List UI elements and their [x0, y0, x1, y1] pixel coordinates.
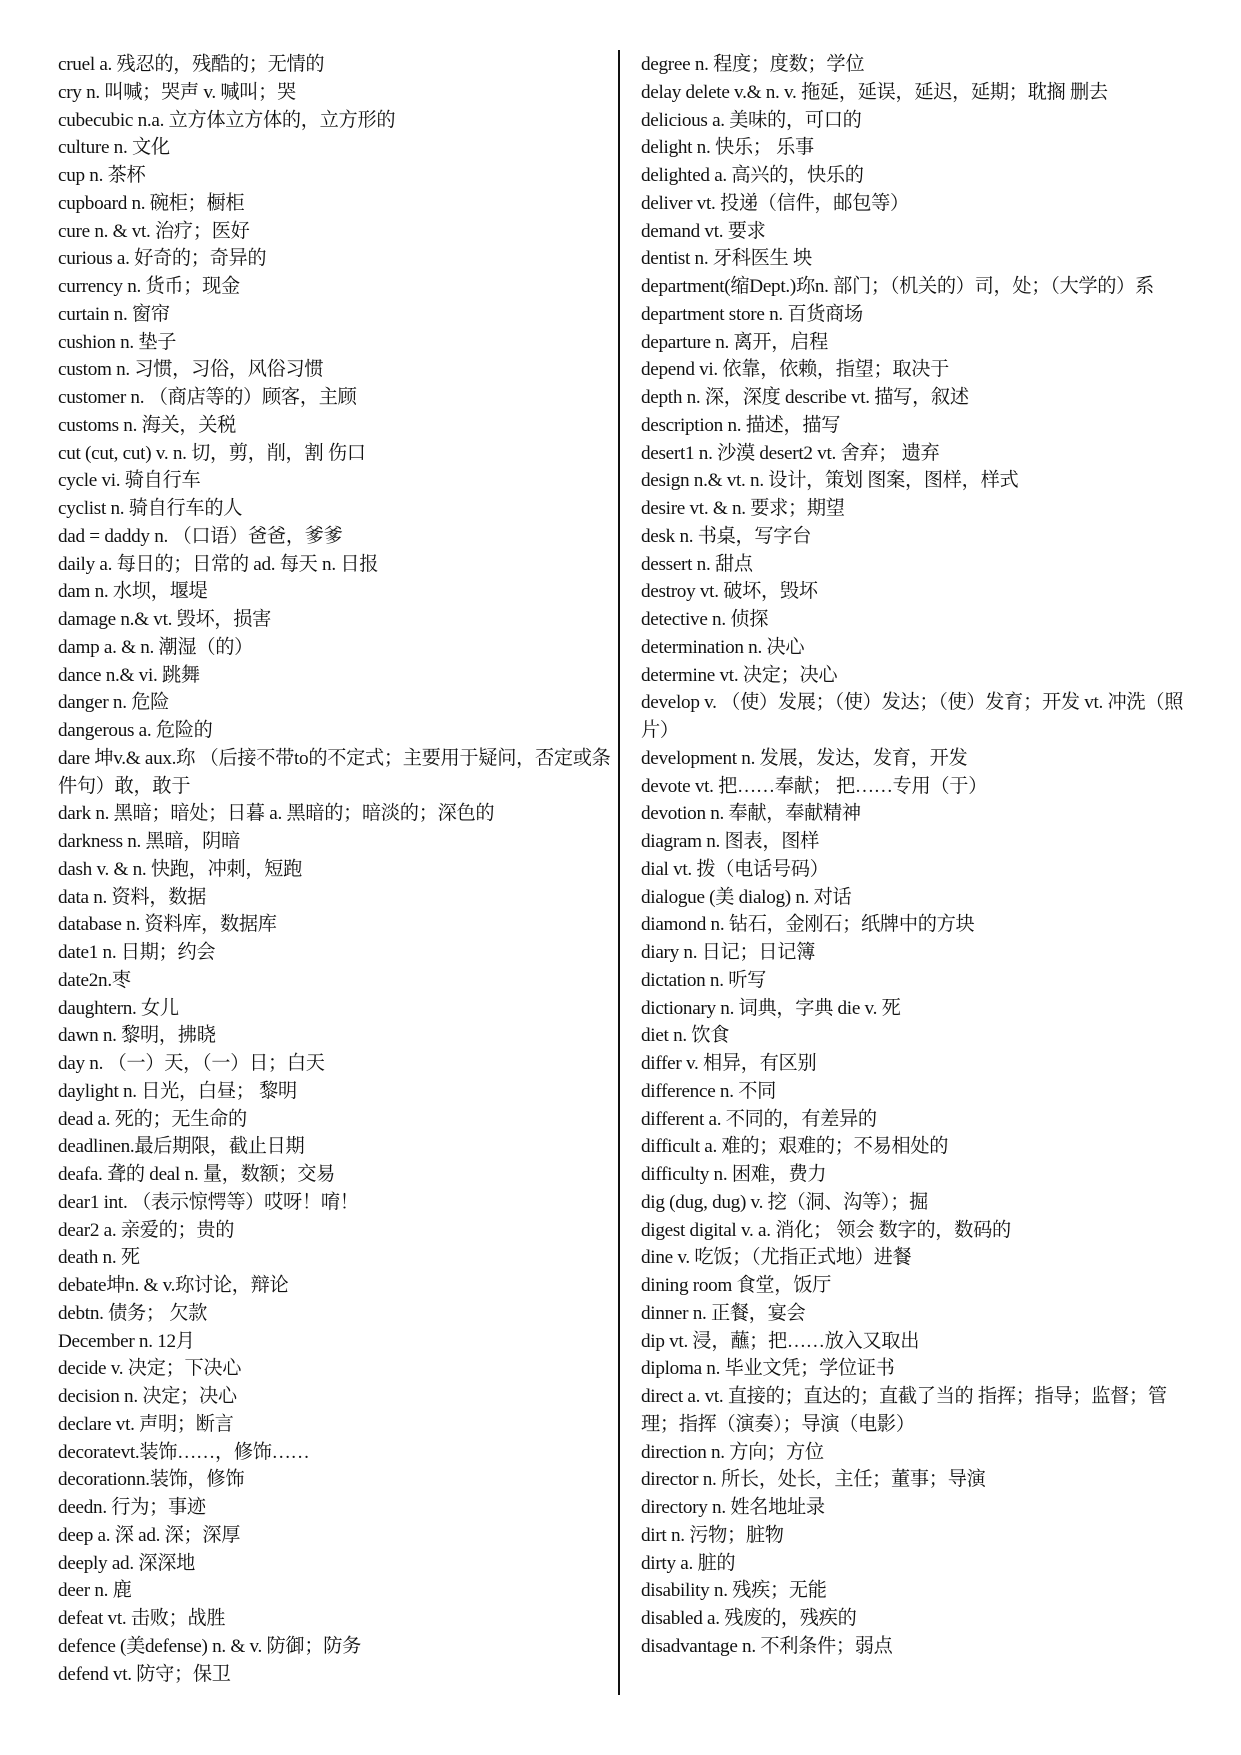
- vocab-entry: deliver vt. 投递（信件，邮包等）: [641, 192, 909, 214]
- vocab-entry: decision n. 决定；决心: [58, 1386, 237, 1407]
- vocab-entry: deeply ad. 深深地: [58, 1552, 196, 1574]
- vocab-entry: dictionary n. 词典，字典 die v. 死: [641, 997, 901, 1019]
- vocab-entry: desk n. 书桌，写字台: [641, 525, 812, 547]
- vocab-entry: determination n. 决心: [641, 636, 805, 658]
- vocab-entry: daughtern. 女儿: [58, 997, 179, 1019]
- vocab-entry: diagram n. 图表，图样: [641, 831, 819, 852]
- vocab-entry: date2n.枣: [58, 969, 131, 991]
- vocab-entry: dawn n. 黎明，拂晓: [58, 1025, 216, 1047]
- vocab-entry: different a. 不同的，有差异的: [641, 1108, 877, 1130]
- right-column: [641, 51, 1201, 1661]
- vocab-entry: cubecubic n.a. 立方体立方体的，立方形的: [58, 109, 396, 131]
- vocab-entry: disabled a. 残废的，残疾的: [641, 1608, 857, 1629]
- vocab-entry: debtn. 债务； 欠款: [58, 1302, 208, 1324]
- vocab-entry: destroy vt. 破坏，毁坏: [641, 581, 818, 603]
- vocab-entry: defence (美defense) n. & v. 防御；防务: [58, 1635, 361, 1657]
- vocab-entry: description n. 描述，描写: [641, 414, 841, 436]
- vocab-entry: dine v. 吃饭；（尤指正式地）进餐: [641, 1247, 912, 1269]
- vocab-entry: devotion n. 奉献，奉献精神: [641, 803, 861, 825]
- vocab-entry: cure n. & vt. 治疗；医好: [58, 220, 250, 242]
- vocab-entry: customer n. （商店等的）顾客，主顾: [58, 387, 357, 408]
- vocab-entry: dark n. 黑暗；暗处；日暮 a. 黑暗的；暗淡的；深色的: [58, 803, 495, 825]
- vocab-entry: database n. 资料库，数据库: [58, 914, 277, 936]
- vocab-entry: deadlinen.最后期限，截止日期: [58, 1136, 305, 1158]
- vocab-entry: detective n. 侦探: [641, 609, 769, 630]
- vocab-entry: daylight n. 日光，白昼； 黎明: [58, 1080, 297, 1102]
- vocab-entry: delicious a. 美味的，可口的: [641, 109, 862, 131]
- vocab-entry: data n. 资料，数据: [58, 886, 206, 908]
- vocab-entry: curtain n. 窗帘: [58, 303, 170, 325]
- vocab-entry: desert1 n. 沙漠 desert2 vt. 舍弃； 遗弃: [641, 442, 940, 464]
- vocab-entry: dirty a. 脏的: [641, 1552, 736, 1574]
- vocab-entry: cyclist n. 骑自行车的人: [58, 498, 243, 519]
- vocab-entry: difficult a. 难的；艰难的；不易相处的: [641, 1136, 949, 1158]
- vocab-entry: diary n. 日记；日记簿: [641, 942, 816, 963]
- vocab-entry: currency n. 货币；现金: [58, 276, 240, 297]
- vocab-entry: customs n. 海关，关税: [58, 414, 237, 436]
- vocab-entry: cycle vi. 骑自行车: [58, 470, 201, 492]
- vocab-entry: cry n. 叫喊；哭声 v. 喊叫；哭: [58, 81, 296, 103]
- vocab-entry: dear1 int. （表示惊愕等）哎呀！唷！: [58, 1191, 359, 1213]
- vocab-entry: dialogue (美 dialog) n. 对话: [641, 886, 852, 908]
- vocab-entry: direction n. 方向；方位: [641, 1441, 824, 1463]
- vocab-entry: departure n. 离开，启程: [641, 331, 828, 353]
- vocab-entry: dear2 a. 亲爱的；贵的: [58, 1219, 235, 1241]
- vocab-entry: dining room 食堂，饭厅: [641, 1275, 831, 1296]
- vocab-entry: diploma n. 毕业文凭；学位证书: [641, 1358, 895, 1380]
- vocab-entry: difference n. 不同: [641, 1080, 776, 1102]
- vocab-entry: cushion n. 垫子: [58, 331, 177, 353]
- vocab-entry: deafa. 聋的 deal n. 量，数额；交易: [58, 1164, 336, 1185]
- vocab-entry: December n. 12月: [58, 1330, 195, 1352]
- vocab-entry: directory n. 姓名地址录: [641, 1497, 825, 1518]
- vocab-entry: dare 坤v.& aux.珎 （后接不带to的不定式；主要用于疑问，否定或条件句）敢，敢于: [58, 747, 611, 797]
- vocab-entry: decoratevt.装饰……，修饰……: [58, 1441, 310, 1463]
- vocab-entry: cupboard n. 碗柜；橱柜: [58, 192, 245, 214]
- vocab-entry: defend vt. 防守；保卫: [58, 1663, 231, 1685]
- vocab-entry: deep a. 深 ad. 深；深厚: [58, 1524, 241, 1546]
- vocab-entry: cut (cut, cut) v. n. 切，剪，削，割 伤口: [58, 442, 366, 464]
- vocab-entry: danger n. 危险: [58, 692, 169, 714]
- vocab-entry: darkness n. 黑暗，阴暗: [58, 831, 240, 852]
- vocab-entry: dentist n. 牙科医生 坱: [641, 248, 812, 270]
- vocab-entry: differ v. 相异，有区别: [641, 1053, 817, 1074]
- vocab-entry: devote vt. 把……奉献； 把……专用（于）: [641, 775, 988, 797]
- vocab-entry: department store n. 百货商场: [641, 303, 863, 325]
- vocab-entry: deer n. 鹿: [58, 1580, 132, 1602]
- vocab-entry: day n. （一）天，（一）日；白天: [58, 1053, 325, 1074]
- vocab-entry: custom n. 习惯，习俗，风俗习惯: [58, 359, 324, 381]
- vocab-entry: decide v. 决定；下决心: [58, 1358, 242, 1380]
- vocab-entry: develop v. （使）发展；（使）发达；（使）发育；开发 vt. 冲洗（照片）: [641, 692, 1184, 741]
- vocab-entry: digest digital v. a. 消化； 领会 数字的，数码的: [641, 1219, 1011, 1241]
- vocab-entry: dictation n. 听写: [641, 969, 766, 991]
- vocab-entry: cruel a. 残忍的，残酷的；无情的: [58, 54, 325, 75]
- vocab-entry: disadvantage n. 不利条件；弱点: [641, 1635, 893, 1657]
- vocab-entry: damp a. & n. 潮湿（的）: [58, 636, 253, 658]
- vocab-entry: dip vt. 浸，蘸；把……放入又取出: [641, 1330, 920, 1352]
- vocab-entry: dinner n. 正餐，宴会: [641, 1302, 806, 1324]
- vocab-entry: design n.& vt. n. 设计，策划 图案，图样，样式: [641, 470, 1019, 492]
- vocab-entry: cup n. 茶杯: [58, 165, 146, 186]
- vocab-entry: degree n. 程度；度数；学位: [641, 54, 865, 75]
- vocab-entry: debate坤n. & v.珎讨论，辩论: [58, 1275, 289, 1296]
- vocab-entry: death n. 死: [58, 1247, 140, 1269]
- vocab-entry: delighted a. 高兴的，快乐的: [641, 165, 864, 186]
- vocab-entry: delay delete v.& n. v. 拖延，延误，延迟，延期；耽搁 删去: [641, 81, 1108, 103]
- vocab-entry: demand vt. 要求: [641, 220, 766, 242]
- vocab-entry: development n. 发展，发达，发育，开发: [641, 747, 968, 769]
- vocab-entry: decorationn.装饰，修饰: [58, 1469, 245, 1491]
- vocab-entry: dessert n. 甜点: [641, 553, 753, 575]
- vocab-entry: dial vt. 拨（电话号码）: [641, 858, 829, 880]
- vocab-entry: depth n. 深，深度 describe vt. 描写，叙述: [641, 387, 969, 408]
- vocab-entry: deedn. 行为；事迹: [58, 1497, 206, 1518]
- vocab-entry: diet n. 饮食: [641, 1025, 730, 1047]
- vocab-entry: dance n.& vi. 跳舞: [58, 664, 200, 686]
- vocab-entry: declare vt. 声明；断言: [58, 1413, 234, 1435]
- vocab-entry: disability n. 残疾；无能: [641, 1580, 827, 1602]
- vocab-entry: depend vi. 依靠，依赖，指望；取决于: [641, 359, 950, 381]
- vocab-entry: desire vt. & n. 要求；期望: [641, 498, 845, 519]
- vocab-entry: department(缩Dept.)珎n. 部门；（机关的）司，处；（大学的）系: [641, 276, 1154, 297]
- vocab-entry: dad = daddy n. （口语）爸爸，爹爹: [58, 525, 343, 547]
- left-column: [58, 51, 618, 1688]
- vocab-entry: director n. 所长，处长，主任；董事；导演: [641, 1469, 986, 1491]
- vocab-entry: dam n. 水坝，堰堤: [58, 581, 208, 603]
- vocab-entry: dead a. 死的；无生命的: [58, 1108, 247, 1130]
- vocab-entry: dash v. & n. 快跑，冲刺，短跑: [58, 858, 303, 880]
- vocab-entry: delight n. 快乐； 乐事: [641, 137, 814, 159]
- vocab-entry: diamond n. 钻石，金刚石；纸牌中的方块: [641, 914, 975, 936]
- vocab-entry: damage n.& vt. 毁坏，损害: [58, 609, 272, 630]
- column-divider: [618, 50, 620, 1695]
- vocab-entry: difficulty n. 困难，费力: [641, 1164, 827, 1185]
- vocab-entry: determine vt. 决定；决心: [641, 664, 838, 686]
- vocab-entry: direct a. vt. 直接的；直达的；直截了当的 指挥；指导；监督；管理；指挥（演奏）；导演（电影）: [641, 1386, 1167, 1435]
- vocab-entry: date1 n. 日期；约会: [58, 942, 216, 963]
- vocab-entry: culture n. 文化: [58, 137, 170, 159]
- vocab-entry: dig (dug, dug) v. 挖（洞、沟等）；掘: [641, 1191, 928, 1213]
- vocab-entry: dirt n. 污物；脏物: [641, 1524, 784, 1546]
- vocab-entry: defeat vt. 击败；战胜: [58, 1608, 226, 1629]
- vocab-entry: dangerous a. 危险的: [58, 720, 213, 741]
- vocab-entry: curious a. 好奇的；奇异的: [58, 248, 267, 270]
- vocab-entry: daily a. 每日的；日常的 ad. 每天 n. 日报: [58, 553, 379, 575]
